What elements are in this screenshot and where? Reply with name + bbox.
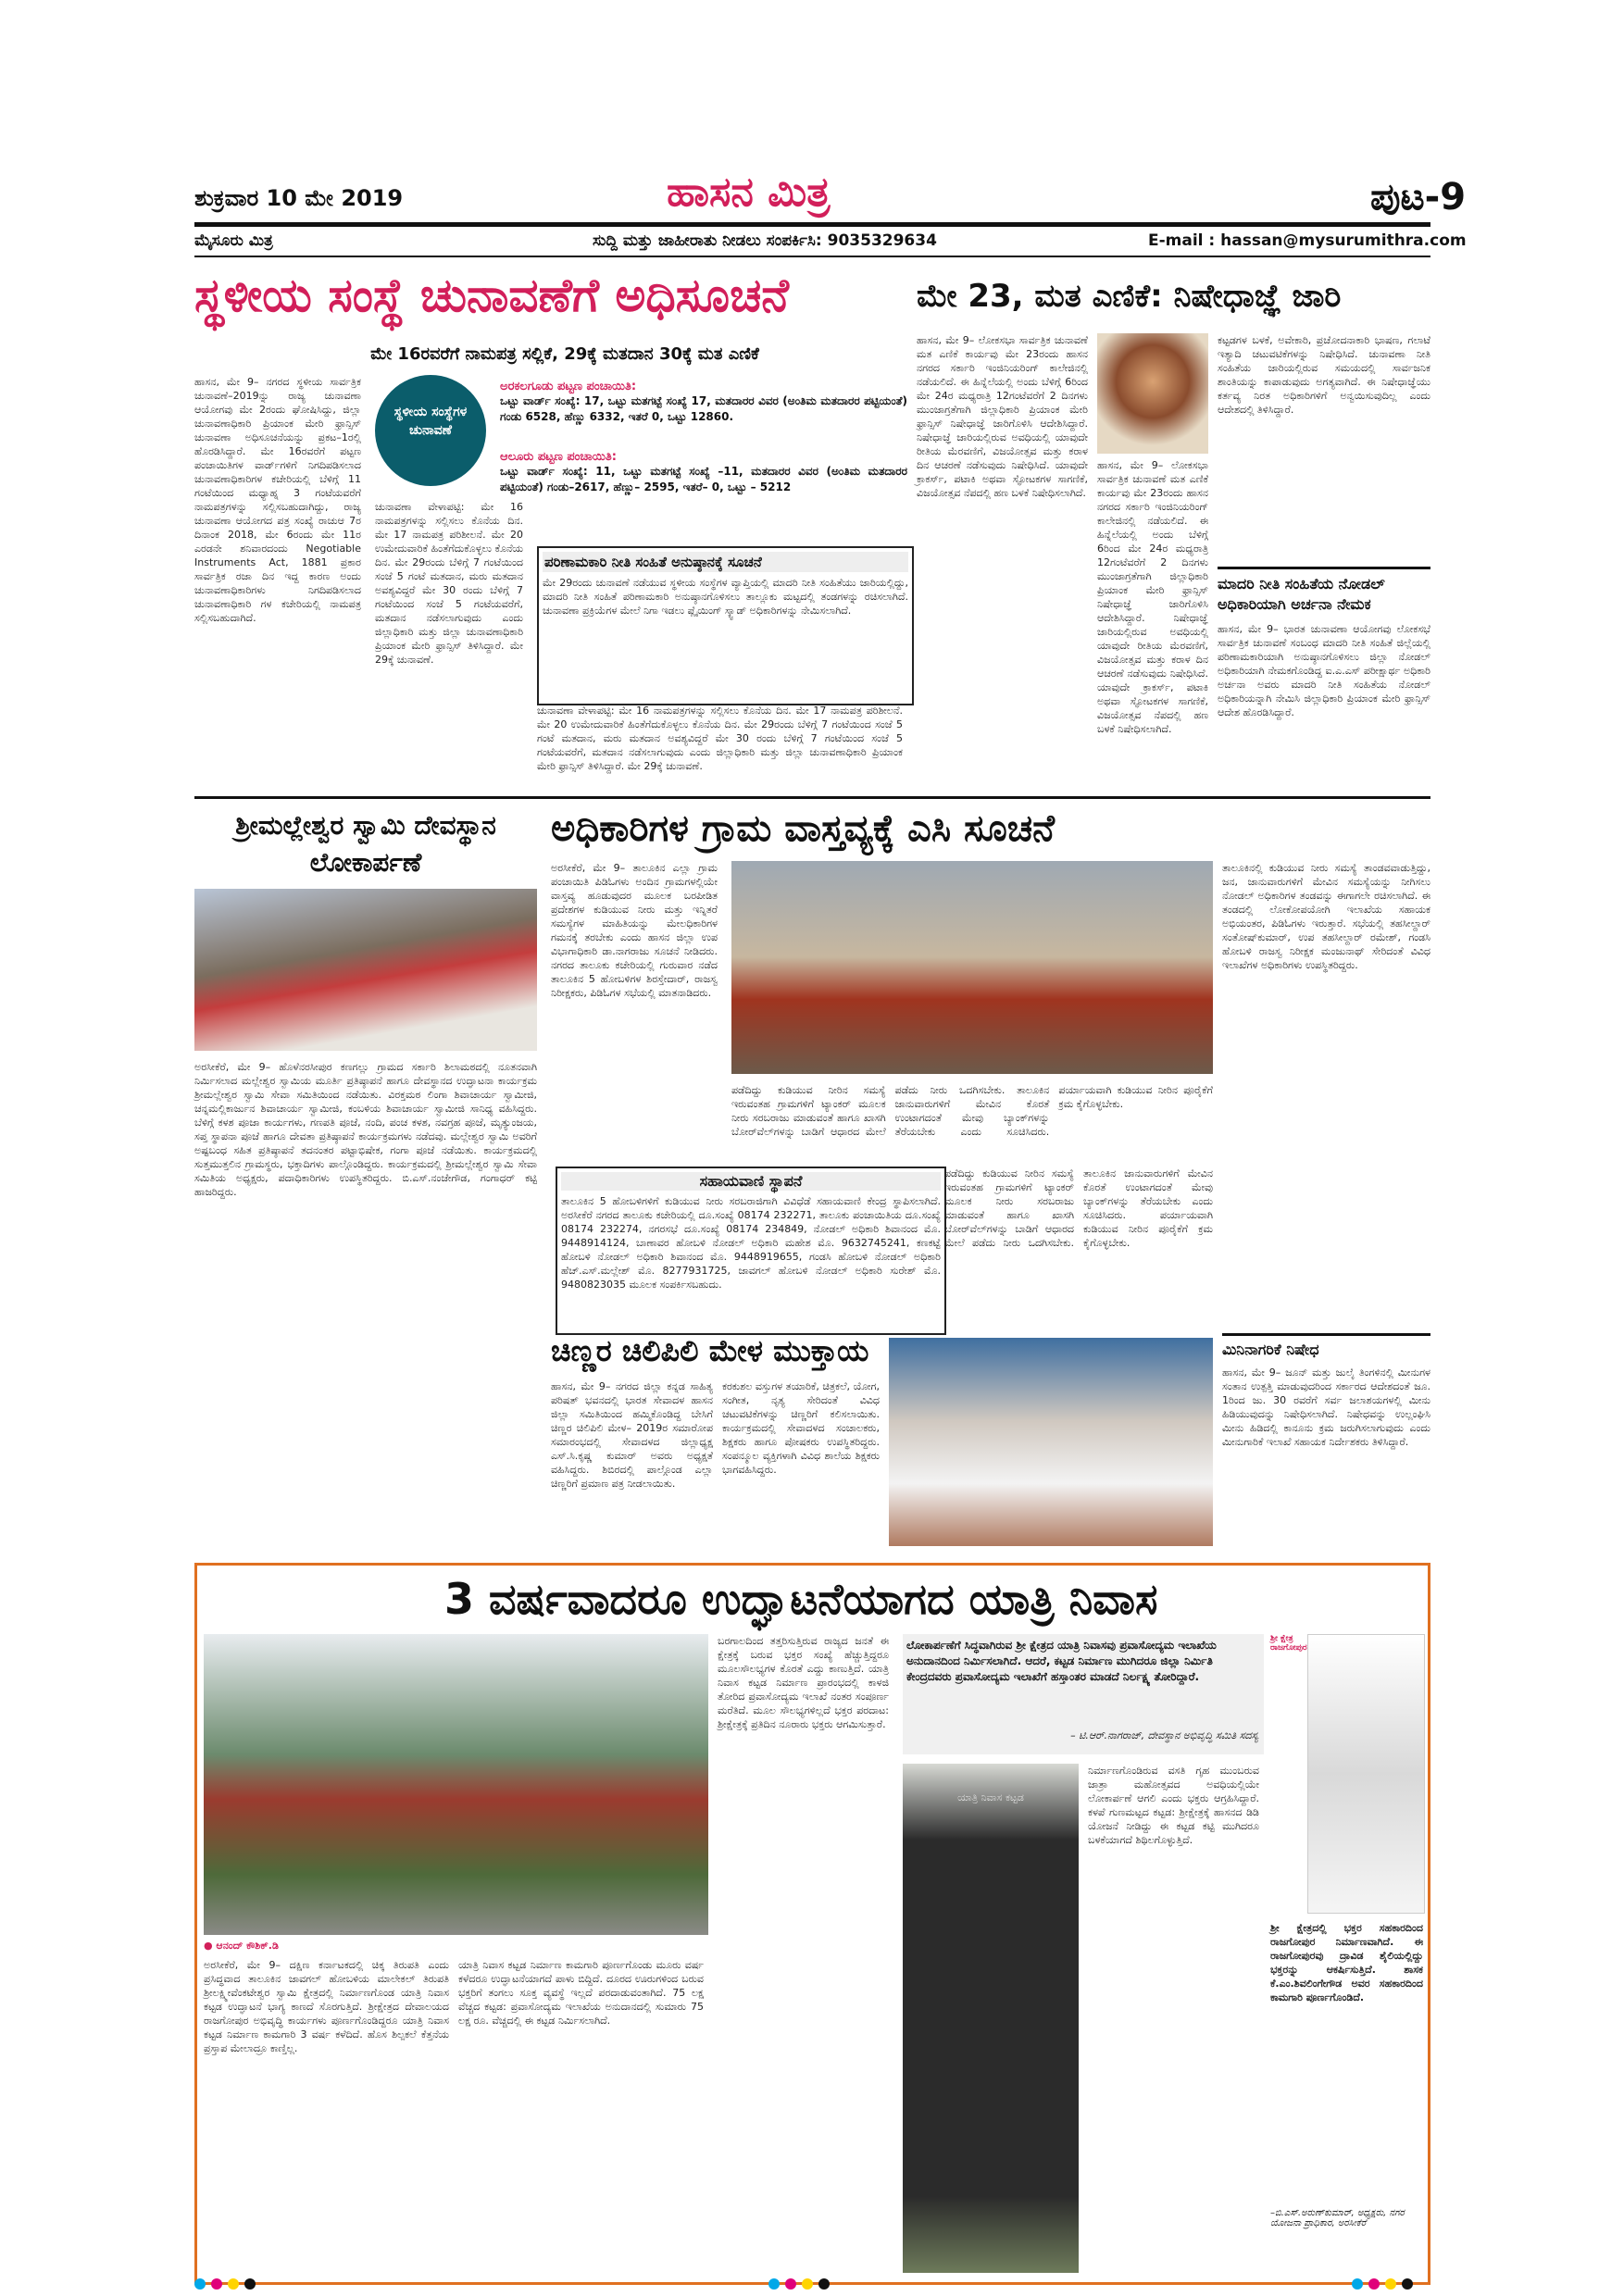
dot-cyan xyxy=(1352,2278,1363,2290)
yatri-body-2: ಯಾತ್ರಿ ನಿವಾಸ ಕಟ್ಟಡ ನಿರ್ಮಾಣ ಕಾಮಗಾರಿ ಪೂರ್ಣಗೊಂಡು ಮೂರು ವರ್ಷ ಕಳೆದರೂ ಉದ್ಘಾಟನೆಯಾಗದೆ ಪಾಳು ಬಿದ್ದಿದೆ. ದೂರದ ಊರುಗಳಿಂದ ಬರುವ ಭಕ್ತರಿಗೆ ತಂಗಲು ಸೂಕ್ತ ವ್ಯವಸ್ಥೆ ಇಲ್ಲದೆ ಪರದಾಡುವಂತಾಗಿದೆ. 75 ಲಕ್ಷ ವೆಚ್ಚದ ಕಟ್ಟಡ: ಪ್ರವಾಸೋದ್ಯಮ ಇಲಾಖೆಯ ಅನುದಾನದಲ್ಲಿ ಸುಮಾರು 75 ಲಕ್ಷ ರೂ. ವೆಚ್ಚದಲ್ಲಿ ಈ ಕಟ್ಟಡ ನಿರ್ಮಿಸಲಾಗಿದೆ. xyxy=(458,1959,704,2027)
temple-body: ಅರಸೀಕೆರೆ, ಮೇ 9– ಹೊಳೆನರಸೀಪುರ ಕಣಗಲ್ಲು ಗ್ರಾಮದ ಸರ್ಕಾರಿ ಶಿಲಾಮಠದಲ್ಲಿ ನೂತನವಾಗಿ ನಿರ್ಮಿಸಲಾದ ಮಲ್ಲೇಶ್ವರ ಸ್ವಾಮಿಯ ಮೂರ್ತಿ ಪ್ರತಿಷ್ಠಾಪನೆ ಹಾಗೂ ದೇವಸ್ಥಾನದ ಉದ್ಘಾಟನಾ ಕಾರ್ಯಕ್ರಮ ಶ್ರೀಮಲ್ಲೇಶ್ವರ ಸ್ವಾಮಿ ಸೇವಾ ಸಮಿತಿಯಿಂದ ನಡೆಯಿತು. ವಿರಕ್ತಮಠ ಲಿಂಗಾ ಶಿವಾಚಾರ್ಯ ಸ್ವಾಮೀಜಿ, ಚನ್ನಮಲ್ಲಿಕಾರ್ಜುನ ಶಿವಾಚಾರ್ಯ ಸ್ವಾಮೀಜಿ, ಕಂಬಳಿಯ ಶಿವಾಚಾರ್ಯ ಸ್ವಾಮೀಜಿ ಸಾನಿಧ್ಯ ವಹಿಸಿದ್ದರು. ಬೆಳಿಗ್ಗೆ ಕಳಶ ಪೂಜಾ ಕಾರ್ಯಗಳು, ಗಣಪತಿ ಪೂಜೆ, ನಂದಿ, ಪಂಚ ಕಳಶ, ನವಗ್ರಹ ಪೂಜೆ, ಮೃತ್ಯುಂಜಯ, ಸಪ್ತ ಸ್ಥಾಪನಾ ಪೂಜೆ ಹಾಗೂ ದೇವತಾ ಪ್ರತಿಷ್ಠಾಪನೆ ಕಾರ್ಯಕ್ರಮಗಳು ನಡೆದವು. ಮಲ್ಲೇಶ್ವರ ಸ್ವಾಮಿ ಅವರಿಗೆ ಅಷ್ಟಬಂಧ ಸಹಿತ ಪ್ರತಿಷ್ಠಾಪನೆ ತದನಂತರ ಪಟ್ಟಾಭಿಷೇಕ, ಗಂಗಾ ಪೂಜೆ ನಡೆಯಿತು. ಕಾರ್ಯಕ್ರಮದಲ್ಲಿ ಸುತ್ತಮುತ್ತಲಿನ ಗ್ರಾಮಸ್ಥರು, ಭಕ್ತಾದಿಗಳು ಪಾಲ್ಗೊಂಡಿದ್ದರು. ಕಾರ್ಯಕ್ರಮದಲ್ಲಿ ಶ್ರೀಮಲ್ಲೇಶ್ವರ ಸ್ವಾಮಿ ಸೇವಾ ಸಮಿತಿಯ ಅಧ್ಯಕ್ಷರು, ಪದಾಧಿಕಾರಿಗಳು ಉಪಸ್ಥಿತರಿದ್ದರು. ಬಿ.ಎಸ್.ನಂಜೇಗೌಡ, ಗಂಗಾಧರ್ ಕಟ್ಟಿ ಹಾಜರಿದ್ದರು. xyxy=(194,1061,537,1198)
color-dots-left xyxy=(194,2276,261,2293)
lead-body: ಹಾಸನ, ಮೇ 9– ನಗರದ ಸ್ಥಳೀಯ ಸಾರ್ವತ್ರಿಕ ಚುನಾವಣೆ–2019ನ್ನು ರಾಜ್ಯ ಚುನಾವಣಾ ಆಯೋಗವು ಮೇ 2ರಂದು ಘೋಷಿಸಿದ್ದು, ಜಿಲ್ಲಾ ಚುನಾವಣಾಧಿಕಾರಿ ಪ್ರಿಯಾಂಕ ಮೇರಿ ಫ್ರಾನ್ಸಿಸ್ ಚುನಾವಣಾ ಅಧಿಸೂಚನೆಯನ್ನು ಪ್ರಕಟ–1ರಲ್ಲಿ ಹೊರಡಿಸಿದ್ದಾರೆ. ಮೇ 16ರವರೆಗೆ ಪಟ್ಟಣ ಪಂಚಾಯಿತಿಗಳ ವಾರ್ಡ್‌ಗಳಿಗೆ ನಿಗದಿಪಡಿಸಲಾದ ಚುನಾವಣಾಧಿಕಾರಿಗಳ ಕಚೇರಿಯಲ್ಲಿ ಬೆಳಿಗ್ಗೆ 11 ಗಂಟೆಯಿಂದ ಮಧ್ಯಾಹ್ನ 3 ಗಂಟೆಯವರೆಗೆ ನಾಮಪತ್ರಗಳನ್ನು ಸಲ್ಲಿಸಬಹುದಾಗಿದ್ದು, ರಾಜ್ಯ ಚುನಾವಣಾ ಆಯೋಗದ ಪತ್ರ ಸಂಖ್ಯೆ ರಾಚುಆ 7ರ ದಿನಾಂಕ 2018, ಮೇ 6ರಂದು ಮೇ 11ರ ಎರಡನೇ ಶನಿವಾರದಂದು Negotiable Instruments Act, 1881 ಪ್ರಕಾರ ಸಾರ್ವತ್ರಿಕ ರಜಾ ದಿನ ಇದ್ದ ಕಾರಣ ಅಂದು ಚುನಾವಣಾಧಿಕಾರಿಗಳು ನಿಗದಿಪಡಿಸಲಾದ ಚುನಾವಣಾಧಿಕಾರಿ ಗಳ ಕಚೇರಿಯಲ್ಲಿ ನಾಮಪತ್ರ ಸಲ್ಲಿಸಬಹುದಾಗಿದೆ. xyxy=(194,376,361,624)
temple-headline: ಶ್ರೀಮಲ್ಲೇಶ್ವರ ಸ್ವಾಮಿ ದೇವಸ್ಥಾನ ಲೋಕಾರ್ಪಣೆ xyxy=(235,810,496,878)
contact-line: ಸುದ್ದಿ ಮತ್ತು ಜಾಹೀರಾತು ನೀಡಲು ಸಂಪರ್ಕಿಸಿ: 9035329634 xyxy=(593,231,937,250)
counting-headline: ಮೇ 23, ಮತ ಎಣಿಕೆ: ನಿಷೇಧಾಜ್ಞೆ ಜಾರಿ xyxy=(917,278,1342,315)
lead-schedule: ಚುನಾವಣಾ ವೇಳಾಪಟ್ಟಿ: ಮೇ 16 ನಾಮಪತ್ರಗಳನ್ನು ಸಲ್ಲಿಸಲು ಕೊನೆಯ ದಿನ. ಮೇ 17 ನಾಮಪತ್ರ ಪರಿಶೀಲನೆ. ಮೇ 20 ಉಮೇದುವಾರಿಕೆ ಹಿಂತೆಗೆದುಕೊಳ್ಳಲು ಕೊನೆಯ ದಿನ. ಮೇ 29ರಂದು ಬೆಳಿಗ್ಗೆ 7 ಗಂಟೆಯಿಂದ ಸಂಜೆ 5 ಗಂಟೆ ಮತದಾನ, ಮರು ಮತದಾನ ಅವಶ್ಯವಿದ್ದರೆ ಮೇ 30 ರಂದು ಬೆಳಿಗ್ಗೆ 7 ಗಂಟೆಯಿಂದ ಸಂಜೆ 5 ಗಂಟೆಯವರೆಗೆ, ಮತದಾನ ನಡೆಸಲಾಗುವುದು ಎಂದು ಜಿಲ್ಲಾಧಿಕಾರಿ ಮತ್ತು ಜಿಲ್ಲಾ ಚುನಾವಣಾಧಿಕಾರಿ ಪ್ರಿಯಾಂಕ ಮೇರಿ ಫ್ರಾನ್ಸಿಸ್ ತಿಳಿಸಿದ್ದಾರೆ. ಮೇ 29ಕ್ಕೆ ಚುನಾವಣೆ. xyxy=(375,501,523,666)
code-box-title: ಪರಿಣಾಮಕಾರಿ ನೀತಿ ಸಂಹಿತೆ ಅನುಷ್ಠಾನಕ್ಕೆ ಸೂಚನೆ xyxy=(543,552,908,572)
dot-yellow xyxy=(228,2278,239,2290)
lead-headline: ಸ್ಥಳೀಯ ಸಂಸ್ಥೆ ಚುನಾವಣೆಗೆ ಅಧಿಸೂಚನೆ xyxy=(194,268,790,322)
brand-label: ಮೈಸೂರು ಮಿತ್ರ xyxy=(194,231,273,250)
box1-text: ಒಟ್ಟು ವಾರ್ಡ್ ಸಂಖ್ಯೆ: 17, ಒಟ್ಟು ಮತಗಟ್ಟೆ ಸಂಖ್ಯೆ 17, ಮತದಾರರ ವಿವರ (ಅಂತಿಮ ಮತದಾರರ ಪಟ್ಟಿಯಂತೆ) ಗಂಡು 6528, ಹೆಣ್ಣು 6332, ಇತರೆ 0, ಒಟ್ಟು 12860. xyxy=(500,394,907,423)
temple-photo xyxy=(194,889,537,1051)
village-body-3: ತಾಲೂಕಿನಲ್ಲಿ ಕುಡಿಯುವ ನೀರು ಸಮಸ್ಯೆ ತಾಂಡವವಾಡುತ್ತಿದ್ದು, ಜನ, ಜಾನುವಾರುಗಳಿಗೆ ಮೇವಿನ ಸಮಸ್ಯೆಯನ್ನು ನೀಗಿಸಲು ನೋಡಲ್ ಅಧಿಕಾರಿಗಳ ತಂಡವನ್ನು ಈಗಾಗಲೇ ರಚಿಸಲಾಗಿದೆ. ಈ ತಂಡದಲ್ಲಿ ಲೋಕೋಪಯೋಗಿ ಇಲಾಖೆಯ ಸಹಾಯಕ ಅಭಿಯಂತರ, ಪಿಡಿಓಗಳು ಇರುತ್ತಾರೆ. ಸಭೆಯಲ್ಲಿ ತಹಸೀಲ್ದಾರ್ ಸಂತೋಷ್‌ಕುಮಾರ್, ಉಪ ತಹಸೀಲ್ದಾರ್ ರಮೇಶ್, ಗಂಡಸಿ ಹೋಬಳಿ ರಾಜಸ್ವ ನಿರೀಕ್ಷಕ ಮಂಜುನಾಥ್ ಸೇರಿದಂತೆ ವಿವಿಧ ಇಲಾಖೆಗಳ ಅಧಿಕಾರಿಗಳು ಉಪಸ್ಥಿತರಿದ್ದರು. xyxy=(1222,862,1430,971)
kids-photo xyxy=(889,1338,1213,1546)
village-body-2: ಪಡೆದಿದ್ದು ಕುಡಿಯುವ ನೀರಿನ ಸಮಸ್ಯೆ ಇರುವಂತಹ ಗ್ರಾಮಗಳಿಗೆ ಟ್ಯಾಂಕರ್ ಮೂಲಕ ನೀರು ಸರಬರಾಜು ಮಾಡುವಂತೆ ಹಾಗೂ ಖಾಸಗಿ ಬೋರ್‌ವೆಲ್‌ಗಳನ್ನು ಬಾಡಿಗೆ ಆಧಾರದ ಮೇಲೆ ಪಡೆದು ನೀರು ಒದಗಿಸಬೇಕು. ತಾಲೂಕಿನ ಜಾನುವಾರುಗಳಿಗೆ ಮೇವಿನ ಕೊರತೆ ಉಂಟಾಗದಂತೆ ಮೇವು ಬ್ಯಾಂಕ್‌ಗಳನ್ನು ತೆರೆಯಬೇಕು ಎಂದು ಸೂಚಿಸಿದರು. ಪರ್ಯಾಯವಾಗಿ ಕುಡಿಯುವ ನೀರಿನ ಪೂರೈಕೆಗೆ ಕ್ರಮ ಕೈಗೊಳ್ಳಬೇಕು. xyxy=(731,1084,1213,1138)
code-box-text: ಮೇ 29ರಂದು ಚುನಾವಣೆ ನಡೆಯುವ ಸ್ಥಳೀಯ ಸಂಸ್ಥೆಗಳ ವ್ಯಾಪ್ತಿಯಲ್ಲಿ ಮಾದರಿ ನೀತಿ ಸಂಹಿತೆಯು ಜಾರಿಯಲ್ಲಿದ್ದು, ಮಾದರಿ ನೀತಿ ಸಂಹಿತೆ ಪರಿಣಾಮಕಾರಿ ಅನುಷ್ಠಾನಗೊಳಿಸಲು ತಾಲ್ಲೂಕು ಮಟ್ಟದಲ್ಲಿ ತಂಡಗಳನ್ನು ರಚಿಸಲಾಗಿದೆ. ಚುನಾವಣಾ ಪ್ರಕ್ರಿಯೆಗಳ ಮೇಲೆ ನಿಗಾ ಇಡಲು ಪ್ಲೈಯಿಂಗ್ ಸ್ಕ್ವಾಡ್ ಅಧಿಕಾರಿಗಳನ್ನು ನೇಮಿಸಲಾಗಿದೆ. xyxy=(543,577,908,617)
village-headline: ಅಧಿಕಾರಿಗಳ ಗ್ರಾಮ ವಾಸ್ತವ್ಯಕ್ಕೆ ಎಸಿ ಸೂಚನೆ xyxy=(551,807,1055,850)
fishing-rule xyxy=(1222,1333,1430,1336)
dot-black xyxy=(818,2278,830,2290)
lead-subhead: ಮೇ 16ರವರೆಗೆ ನಾಮಪತ್ರ ಸಲ್ಲಿಕೆ, 29ಕ್ಕೆ ಮತದಾನ 30ಕ್ಕೆ ಮತ ಎಣಿಕೆ xyxy=(370,344,759,364)
quote-author: – ಟಿ.ಆರ್.ನಾಗರಾಜ್, ದೇವಸ್ಥಾನ ಅಭಿವೃದ್ಧಿ ಸಮಿತಿ ಸದಸ್ಯ xyxy=(1070,1729,1258,1741)
counting-body: ಹಾಸನ, ಮೇ 9– ಲೋಕಸಭಾ ಸಾರ್ವತ್ರಿಕ ಚುನಾವಣೆ ಮತ ಎಣಿಕೆ ಕಾರ್ಯವು ಮೇ 23ರಂದು ಹಾಸನ ನಗರದ ಸರ್ಕಾರಿ ಇಂಜಿನಿಯರಿಂಗ್ ಕಾಲೇಜಿನಲ್ಲಿ ನಡೆಯಲಿದೆ. ಈ ಹಿನ್ನೆಲೆಯಲ್ಲಿ ಅಂದು ಬೆಳಿಗ್ಗೆ 6ರಿಂದ ಮೇ 24ರ ಮಧ್ಯರಾತ್ರಿ 12ಗಂಟೆವರೆಗೆ 2 ದಿನಗಳು ಮುಂಜಾಗ್ರತೆಗಾಗಿ ಜಿಲ್ಲಾಧಿಕಾರಿ ಪ್ರಿಯಾಂಕ ಮೇರಿ ಫ್ರಾನ್ಸಿಸ್ ನಿಷೇಧಾಜ್ಞೆ ಜಾರಿಗೊಳಿಸಿ ಆದೇಶಿಸಿದ್ದಾರೆ. ನಿಷೇಧಾಜ್ಞೆ ಜಾರಿಯಲ್ಲಿರುವ ಅವಧಿಯಲ್ಲಿ ಯಾವುದೇ ರೀತಿಯ ಮೆರವಣಿಗೆ, ವಿಜಯೋತ್ಸವ ಮತ್ತು ಕರಾಳ ದಿನ ಆಚರಣೆ ನಡೆಸುವುದು ನಿಷೇಧಿಸಿದೆ. ಯಾವುದೇ ಕ್ರಾಕರ್ಸ್, ಪಟಾಕಿ ಅಥವಾ ಸ್ಫೋಟಕಗಳ ಸಾಗಣಿಕೆ, ವಿಜಯೋತ್ಸವ ನೆಪದಲ್ಲಿ ಹಣ ಬಳಕೆ ನಿಷೇಧಿಸಲಾಗಿದೆ. xyxy=(917,334,1088,499)
dot-magenta xyxy=(1368,2278,1380,2290)
kids-body: ಹಾಸನ, ಮೇ 9– ನಗರದ ಜಿಲ್ಲಾ ಕನ್ನಡ ಸಾಹಿತ್ಯ ಪರಿಷತ್ ಭವನದಲ್ಲಿ ಭಾರತ ಸೇವಾದಳ ಹಾಸನ ಜಿಲ್ಲಾ ಸಮಿತಿಯಿಂದ ಹಮ್ಮಿಕೊಂಡಿದ್ದ ಬೇಸಿಗೆ ಚಿಣ್ಣರ ಚಿಲಿಪಿಲಿ ಮೇಳ– 2019ರ ಸಮಾರೋಪ ಸಮಾರಂಭದಲ್ಲಿ ಸೇವಾದಳದ ಜಿಲ್ಲಾಧ್ಯಕ್ಷ ಎಸ್.ಸಿ.ಕೃಷ್ಣ ಕುಮಾರ್ ಅವರು ಅಧ್ಯಕ್ಷತೆ ವಹಿಸಿದ್ದರು. ಶಿಬಿರದಲ್ಲಿ ಪಾಲ್ಗೊಂಡ ಎಲ್ಲಾ ಚಿಣ್ಣರಿಗೆ ಪ್ರಮಾಣ ಪತ್ರ ನೀಡಲಾಯಿತು. xyxy=(551,1380,713,1490)
dot-cyan xyxy=(768,2278,780,2290)
color-dots-center xyxy=(768,2276,835,2293)
color-dots-right xyxy=(1352,2276,1418,2293)
ward-boxes xyxy=(500,380,907,542)
page-number: ಪುಟ-9 xyxy=(1370,176,1467,218)
box2-title: ಆಲೂರು ಪಟ್ಟಣ ಪಂಚಾಯಿತಿ: xyxy=(500,450,617,464)
section-rule xyxy=(194,796,1430,799)
fishing-body: ಹಾಸನ, ಮೇ 9– ಜೂನ್ ಮತ್ತು ಜುಲೈ ತಿಂಗಳಿನಲ್ಲಿ ಮೀನುಗಳ ಸಂತಾನ ಉತ್ಪತ್ತಿ ಮಾಡುವುದರಿಂದ ಸರ್ಕಾರದ ಆದೇಶದಂತೆ ಜೂ. 1ರಿಂದ ಜು. 30 ರವರೆಗೆ ಸರ್ವ ಜಲಾಶಯಗಳಲ್ಲಿ ಮೀನು ಹಿಡಿಯುವುದನ್ನು ನಿಷೇಧಿಸಲಾಗಿದೆ. ನಿಷೇಧವನ್ನು ಉಲ್ಲಂಘಿಸಿ ಮೀನು ಹಿಡಿದಲ್ಲಿ ಕಾನೂನು ಕ್ರಮ ಜರುಗಿಸಲಾಗುವುದು ಎಂದು ಮೀನುಗಾರಿಕೆ ಇಲಾಖೆ ಸಹಾಯಕ ನಿರ್ದೇಶಕರು ತಿಳಿಸಿದ್ದಾರೆ. xyxy=(1222,1366,1430,1448)
helpline-title: ಸಹಾಯವಾಣಿ ಸ್ಥಾಪನೆ xyxy=(561,1172,941,1191)
lead-continued: ಚುನಾವಣಾ ವೇಳಾಪಟ್ಟಿ: ಮೇ 16 ನಾಮಪತ್ರಗಳನ್ನು ಸಲ್ಲಿಸಲು ಕೊನೆಯ ದಿನ. ಮೇ 17 ನಾಮಪತ್ರ ಪರಿಶೀಲನೆ. ಮೇ 20 ಉಮೇದುವಾರಿಕೆ ಹಿಂತೆಗೆದುಕೊಳ್ಳಲು ಕೊನೆಯ ದಿನ. ಮೇ 29ರಂದು ಬೆಳಿಗ್ಗೆ 7 ಗಂಟೆಯಿಂದ ಸಂಜೆ 5 ಗಂಟೆ ಮತದಾನ, ಮರು ಮತದಾನ ಅವಶ್ಯವಿದ್ದರೆ ಮೇ 30 ರಂದು ಬೆಳಿಗ್ಗೆ 7 ಗಂಟೆಯಿಂದ ಸಂಜೆ 5 ಗಂಟೆಯವರೆಗೆ, ಮತದಾನ ನಡೆಸಲಾಗುವುದು ಎಂದು ಜಿಲ್ಲಾಧಿಕಾರಿ ಮತ್ತು ಜಿಲ್ಲಾ ಚುನಾವಣಾಧಿಕಾರಿ ಪ್ರಿಯಾಂಕ ಮೇರಿ ಫ್ರಾನ್ಸಿಸ್ ತಿಳಿಸಿದ್ದಾರೆ. ಮೇ 29ಕ್ಕೆ ಚುನಾವಣೆ. xyxy=(537,705,903,772)
collector-photo xyxy=(1097,333,1208,454)
yatri-building-photo xyxy=(204,1634,708,1935)
masthead-rule xyxy=(194,222,1430,227)
plaque-photo xyxy=(903,1764,1079,2273)
yatri-body: ಅರಸೀಕೆರೆ, ಮೇ 9– ದಕ್ಷಿಣ ಕರ್ನಾಟಕದಲ್ಲಿ ಚಿಕ್ಕ ತಿರುಪತಿ ಎಂದು ಪ್ರಸಿದ್ಧವಾದ ತಾಲೂಕಿನ ಜಾವಗಲ್ ಹೋಬಳಿಯ ಮಾಲೇಕಲ್ ತಿರುಪತಿ ಶ್ರೀಲಕ್ಷ್ಮೀವೆಂಕಟೇಶ್ವರ ಸ್ವಾಮಿ ಕ್ಷೇತ್ರದಲ್ಲಿ ನಿರ್ಮಾಣಗೊಂಡ ಯಾತ್ರಿ ನಿವಾಸ ಕಟ್ಟಡ ಉದ್ಘಾಟನೆ ಭಾಗ್ಯ ಕಾಣದೆ ಸೊರಗುತ್ತಿದೆ. ಶ್ರೀಕ್ಷೇತ್ರದ ದೇವಾಲಯದ ರಾಜಗೋಪುರ ಅಭಿವೃದ್ಧಿ ಕಾರ್ಯಗಳು ಪೂರ್ಣಗೊಂಡಿದ್ದರೂ ಯಾತ್ರಿ ನಿವಾಸ ಕಟ್ಟಡ ನಿರ್ಮಾಣ ಕಾಮಗಾರಿ 3 ವರ್ಷ ಕಳೆದಿದೆ. ಹೊಸ ಶಿಲ್ಪಕಲೆ ಕೆತ್ತನೆಯ ಪ್ರಸ್ತಾಪ ಮೇಲಾದ್ರೂ ಕಾಣ್ತಿಲ್ಲ. xyxy=(204,1959,449,2054)
kids-body-2: ಕರಕುಶಲ ವಸ್ತುಗಳ ತಯಾರಿಕೆ, ಚಿತ್ರಕಲೆ, ಯೋಗ, ಸಂಗೀತ, ನೃತ್ಯ ಸೇರಿದಂತೆ ವಿವಿಧ ಚಟುವಟಿಕೆಗಳನ್ನು ಚಿಣ್ಣರಿಗೆ ಕಲಿಸಲಾಯಿತು. ಕಾರ್ಯಕ್ರಮದಲ್ಲಿ ಸೇವಾದಳದ ಸಂಚಾಲಕರು, ಶಿಕ್ಷಕರು ಹಾಗೂ ಪೋಷಕರು ಉಪಸ್ಥಿತರಿದ್ದರು. ಸಂಪನ್ಮೂಲ ವ್ಯಕ್ತಿಗಳಾಗಿ ವಿವಿಧ ಶಾಲೆಯ ಶಿಕ್ಷಕರು ಭಾಗವಹಿಸಿದ್ದರು. xyxy=(722,1380,880,1476)
dot-yellow xyxy=(1385,2278,1396,2290)
kids-headline: ಚಿಣ್ಣರ ಚಿಲಿಪಿಲಿ ಮೇಳ ಮುಕ್ತಾಯ xyxy=(551,1333,869,1368)
counting-body-2: ಹಾಸನ, ಮೇ 9– ಲೋಕಸಭಾ ಸಾರ್ವತ್ರಿಕ ಚುನಾವಣೆ ಮತ ಎಣಿಕೆ ಕಾರ್ಯವು ಮೇ 23ರಂದು ಹಾಸನ ನಗರದ ಸರ್ಕಾರಿ ಇಂಜಿನಿಯರಿಂಗ್ ಕಾಲೇಜಿನಲ್ಲಿ ನಡೆಯಲಿದೆ. ಈ ಹಿನ್ನೆಲೆಯಲ್ಲಿ ಅಂದು ಬೆಳಿಗ್ಗೆ 6ರಿಂದ ಮೇ 24ರ ಮಧ್ಯರಾತ್ರಿ 12ಗಂಟೆವರೆಗೆ 2 ದಿನಗಳು ಮುಂಜಾಗ್ರತೆಗಾಗಿ ಜಿಲ್ಲಾಧಿಕಾರಿ ಪ್ರಿಯಾಂಕ ಮೇರಿ ಫ್ರಾನ್ಸಿಸ್ ನಿಷೇಧಾಜ್ಞೆ ಜಾರಿಗೊಳಿಸಿ ಆದೇಶಿಸಿದ್ದಾರೆ. ನಿಷೇಧಾಜ್ಞೆ ಜಾರಿಯಲ್ಲಿರುವ ಅವಧಿಯಲ್ಲಿ ಯಾವುದೇ ರೀತಿಯ ಮೆರವಣಿಗೆ, ವಿಜಯೋತ್ಸವ ಮತ್ತು ಕರಾಳ ದಿನ ಆಚರಣೆ ನಡೆಸುವುದು ನಿಷೇಧಿಸಿದೆ. ಯಾವುದೇ ಕ್ರಾಕರ್ಸ್, ಪಟಾಕಿ ಅಥವಾ ಸ್ಫೋಟಕಗಳ ಸಾಗಣಿಕೆ, ವಿಜಯೋತ್ಸವ ನೆಪದಲ್ಲಿ ಹಣ ಬಳಕೆ ನಿಷೇಧಿಸಲಾಗಿದೆ. xyxy=(1097,459,1208,735)
yatri-body-4: ನಿರ್ಮಾಣಗೊಂಡಿರುವ ವಸತಿ ಗೃಹ ಮುಂಬರುವ ಜಾತ್ರಾ ಮಹೋತ್ಸವದ ಅವಧಿಯಲ್ಲಿಯೇ ಲೋಕಾರ್ಪಣೆ ಆಗಲಿ ಎಂದು ಭಕ್ತರು ಆಗ್ರಹಿಸಿದ್ದಾರೆ. ಕಳಪೆ ಗುಣಮಟ್ಟದ ಕಟ್ಟಡ: ಶ್ರೀಕ್ಷೇತ್ರಕ್ಕೆ ಹಾಸನದ ಡಿಡಿ ಯೋಜನೆ ನೀಡಿದ್ದು ಈ ಕಟ್ಟಡ ಕಟ್ಟಿ ಮುಗಿದರೂ ಬಳಕೆಯಾಗದೆ ಶಿಥಿಲಗೊಳ್ಳುತ್ತಿದೆ. xyxy=(1088,1765,1259,1846)
email-line: E-mail : hassan@mysurumithra.com xyxy=(1148,231,1467,250)
helpline-box xyxy=(556,1167,946,1335)
box1-title: ಅರಕಲಗೂಡು ಪಟ್ಟಣ ಪಂಚಾಯಿತಿ: xyxy=(500,380,637,393)
officer-headline: ಮಾದರಿ ನೀತಿ ಸಂಹಿತೆಯ ನೋಡಲ್ ಅಧಿಕಾರಿಯಾಗಿ ಅರ್ಚನಾ ನೇಮಕ xyxy=(1218,575,1385,613)
helpline-text: ತಾಲೂಕಿನ 5 ಹೋಬಳಿಗಳಿಗೆ ಕುಡಿಯುವ ನೀರು ಸರಬರಾಜಿಗಾಗಿ ವಿವಿಧೆಡೆ ಸಹಾಯವಾಣಿ ಕೇಂದ್ರ ಸ್ಥಾಪಿಸಲಾಗಿದೆ. ಅರಸೀಕೆರೆ ನಗರದ ತಾಲೂಕು ಕಚೇರಿಯಲ್ಲಿ ದೂ.ಸಂಖ್ಯೆ 08174 232271, ತಾಲೂಕು ಪಂಚಾಯಿತಿಯ ದೂ.ಸಂಖ್ಯೆ 08174 232274, ನಗರಸಭೆ ದೂ.ಸಂಖ್ಯೆ 08174 234849, ನೋಡಲ್ ಅಧಿಕಾರಿ ಶಿವಾನಂದ ಮೊ. 9448914124, ಬಾಣಾವರ ಹೋಬಳಿ ನೋಡಲ್ ಅಧಿಕಾರಿ ಮಹೇಶ ಮೊ. 9632745241, ಕಣಕಟ್ಟೆ ಹೋಬಳಿ ನೋಡಲ್ ಅಧಿಕಾರಿ ಶಿವಾನಂದ ಮೊ. 9448919655, ಗಂಡಸಿ ಹೋಬಳಿ ನೋಡಲ್ ಅಧಿಕಾರಿ ಹೆಚ್.ಎಸ್.ಮಲ್ಲೇಶ್ ಮೊ. 8277931725, ಜಾವಗಲ್ ಹೋಬಳಿ ನೋಡಲ್ ಅಧಿಕಾರಿ ಸುರೇಶ್ ಮೊ. 9480823035 ಮೂಲಕ ಸಂಪರ್ಕಿಸಬಹುದು. xyxy=(561,1195,941,1291)
yatri-body-3: ಬರಗಾಲದಿಂದ ತತ್ತರಿಸುತ್ತಿರುವ ರಾಜ್ಯದ ಜನತೆ ಈ ಕ್ಷೇತ್ರಕ್ಕೆ ಬರುವ ಭಕ್ತರ ಸಂಖ್ಯೆ ಹೆಚ್ಚುತ್ತಿದ್ದರೂ ಮೂಲಸೌಲಭ್ಯಗಳ ಕೊರತೆ ಎದ್ದು ಕಾಣುತ್ತಿದೆ. ಯಾತ್ರಿ ನಿವಾಸ ಕಟ್ಟಡ ನಿರ್ಮಾಣ ಪ್ರಾರಂಭದಲ್ಲಿ ಕಾಳಜಿ ತೋರಿದ ಪ್ರವಾಸೋದ್ಯಮ ಇಲಾಖೆ ನಂತರ ಸಂಪೂರ್ಣ ಮರೆತಿದೆ. ಮೂಲ ಸೌಲಭ್ಯಗಳಿಲ್ಲದೆ ಭಕ್ತರ ಪರದಾಟ: ಶ್ರೀಕ್ಷೇತ್ರಕ್ಕೆ ಪ್ರತಿದಿನ ನೂರಾರು ಭಕ್ತರು ಆಗಮಿಸುತ್ತಾರೆ. xyxy=(718,1635,889,1730)
village-body: ಅರಸೀಕೆರೆ, ಮೇ 9– ತಾಲೂಕಿನ ಎಲ್ಲಾ ಗ್ರಾಮ ಪಂಚಾಯಿತಿ ಪಿಡಿಓಗಳು ಅಂದಿನ ಗ್ರಾಮಗಳಲ್ಲಿಯೇ ವಾಸ್ತವ್ಯ ಹೂಡುವುದರ ಮೂಲಕ ಬರಪೀಡಿತ ಪ್ರದೇಶಗಳ ಕುಡಿಯುವ ನೀರು ಮತ್ತು ಇನ್ನಿತರೆ ಸಮಸ್ಯೆಗಳ ಮಾಹಿತಿಯನ್ನು ಮೇಲಧಿಕಾರಿಗಳ ಗಮನಕ್ಕೆ ತರಬೇಕು ಎಂದು ಹಾಸನ ಜಿಲ್ಲಾ ಉಪ ವಿಭಾಗಾಧಿಕಾರಿ ಡಾ.ನಾಗರಾಜು ಸೂಚನೆ ನೀಡಿದರು. ನಗರದ ತಾಲೂಕು ಕಚೇರಿಯಲ್ಲಿ ಗುರುವಾರ ನಡೆದ ತಾಲೂಕಿನ 5 ಹೋಬಳಿಗಳ ಶಿರಸ್ತೇದಾರ್, ರಾಜಸ್ವ ನಿರೀಕ್ಷಕರು, ಪಿಡಿಓಗಳ ಸಭೆಯಲ್ಲಿ ಮಾತನಾಡಿದರು. xyxy=(551,862,718,999)
fishing-headline: ಮಿನಿನಾಗರಿಕೆ ನಿಷೇಧ xyxy=(1222,1341,1319,1358)
dot-magenta xyxy=(211,2278,222,2290)
code-of-conduct-box xyxy=(537,546,914,705)
election-logo xyxy=(375,375,486,486)
dot-black xyxy=(244,2278,256,2290)
temple-caption: ಶ್ರೀ ಕ್ಷೇತ್ರದಲ್ಲಿ ಭಕ್ತರ ಸಹಕಾರದಿಂದ ರಾಜಗೋಪುರ ನಿರ್ಮಾಣವಾಗಿದೆ. ಈ ರಾಜಗೋಪುರವು ದ್ರಾವಿಡ ಶೈಲಿಯಲ್ಲಿದ್ದು ಭಕ್ತರನ್ನು ಆಕರ್ಷಿಸುತ್ತಿದೆ. ಶಾಸಕ ಕೆ.ಎಂ.ಶಿವಲಿಂಗೇಗೌಡ ಅವರ ಸಹಕಾರದಿಂದ ಕಾಮಗಾರಿ ಪೂರ್ಣಗೊಂಡಿದೆ. xyxy=(1270,1922,1423,2003)
village-body-4: ಪಡೆದಿದ್ದು ಕುಡಿಯುವ ನೀರಿನ ಸಮಸ್ಯೆ ಇರುವಂತಹ ಗ್ರಾಮಗಳಿಗೆ ಟ್ಯಾಂಕರ್ ಮೂಲಕ ನೀರು ಸರಬರಾಜು ಮಾಡುವಂತೆ ಹಾಗೂ ಖಾಸಗಿ ಬೋರ್‌ವೆಲ್‌ಗಳನ್ನು ಬಾಡಿಗೆ ಆಧಾರದ ಮೇಲೆ ಪಡೆದು ನೀರು ಒದಗಿಸಬೇಕು. ತಾಲೂಕಿನ ಜಾನುವಾರುಗಳಿಗೆ ಮೇವಿನ ಕೊರತೆ ಉಂಟಾಗದಂತೆ ಮೇವು ಬ್ಯಾಂಕ್‌ಗಳನ್ನು ತೆರೆಯಬೇಕು ಎಂದು ಸೂಚಿಸಿದರು. ಪರ್ಯಾಯವಾಗಿ ಕುಡಿಯುವ ನೀರಿನ ಪೂರೈಕೆಗೆ ಕ್ರಮ ಕೈಗೊಳ್ಳಬೇಕು. xyxy=(944,1167,1213,1249)
box2-text: ಒಟ್ಟು ವಾರ್ಡ್ ಸಂಖ್ಯೆ: 11, ಒಟ್ಟು ಮತಗಟ್ಟೆ ಸಂಖ್ಯೆ –11, ಮತದಾರರ ವಿವರ (ಅಂತಿಮ ಮತದಾರರ ಪಟ್ಟಿಯಂತೆ) ಗಂಡು–2617, ಹೆಣ್ಣು– 2595, ಇತರೆ– 0, ಒಟ್ಟು – 5212 xyxy=(500,465,907,493)
newspaper-title: ಹಾಸನ ಮಿತ್ರ xyxy=(667,168,831,216)
dot-magenta xyxy=(785,2278,796,2290)
quote-text: ಲೋಕಾರ್ಪಣೆಗೆ ಸಿದ್ಧವಾಗಿರುವ ಶ್ರೀ ಕ್ಷೇತ್ರದ ಯಾತ್ರಿ ನಿವಾಸವು ಪ್ರವಾಸೋದ್ಯಮ ಇಲಾಖೆಯ ಅನುದಾನದಿಂದ ನಿರ್ಮಿಸಲಾಗಿದೆ. ಆದರೆ, ಕಟ್ಟಡ ನಿರ್ಮಾಣ ಮುಗಿದರೂ ಜಿಲ್ಲಾ ನಿರ್ಮಿತಿ ಕೇಂದ್ರದವರು ಪ್ರವಾಸೋದ್ಯಮ ಇಲಾಖೆಗೆ ಹಸ್ತಾಂತರ ಮಾಡದೆ ನಿರ್ಲಕ್ಷ್ಯ ತೋರಿದ್ದಾರೆ. xyxy=(906,1639,1217,1683)
plaque-text: ಯಾತ್ರಿ ನಿವಾಸ ಕಟ್ಟಡ xyxy=(957,1791,1024,1803)
dot-black xyxy=(1402,2278,1413,2290)
dot-cyan xyxy=(194,2278,206,2290)
election-logo-text: ಸ್ಥಳೀಯ ಸಂಸ್ಥೆಗಳ ಚುನಾವಣೆ xyxy=(394,405,468,438)
temple-label: ಶ್ರೀ ಕ್ಷೇತ್ರ ರಾಜಗೋಪುರ xyxy=(1270,1634,1307,1653)
meeting-photo xyxy=(731,861,1213,1074)
temple-tower-photo xyxy=(1307,1634,1425,1914)
officer-rule xyxy=(1218,567,1430,569)
quote-box xyxy=(903,1634,1264,1754)
issue-date: ಶುಕ್ರವಾರ 10 ಮೇ 2019 xyxy=(194,185,404,211)
officer-body: ಹಾಸನ, ಮೇ 9– ಭಾರತ ಚುನಾವಣಾ ಆಯೋಗವು ಲೋಕಸಭೆ ಸಾರ್ವತ್ರಿಕ ಚುನಾವಣೆ ಸಂಬಂಧ ಮಾದರಿ ನೀತಿ ಸಂಹಿತೆ ಜಿಲ್ಲೆಯಲ್ಲಿ ಪರಿಣಾಮಕಾರಿಯಾಗಿ ಅನುಷ್ಠಾನಗೊಳಿಸಲು ಜಿಲ್ಲಾ ನೋಡಲ್ ಅಧಿಕಾರಿಯಾಗಿ ನೇಮಕಗೊಂಡಿದ್ದ ಐ.ಎ.ಎಸ್ ಪರೀಕ್ಷಾರ್ಥ ಅಧಿಕಾರಿ ಅರ್ಚನಾ ಅವರು ಮಾದರಿ ನೀತಿ ಸಂಹಿತೆಯ ನೋಡಲ್ ಅಧಿಕಾರಿಯನ್ನಾಗಿ ನೇಮಿಸಿ ಜಿಲ್ಲಾಧಿಕಾರಿ ಪ್ರಿಯಾಂಕ ಮೇರಿ ಫ್ರಾನ್ಸಿಸ್ ಆದೇಶ ಹೊರಡಿಸಿದ್ದಾರೆ. xyxy=(1218,623,1430,718)
yatri-headline: 3 ವರ್ಷವಾದರೂ ಉದ್ಘಾಟನೆಯಾಗದ ಯಾತ್ರಿ ನಿವಾಸ xyxy=(444,1574,1158,1624)
counting-body-3: ಕಟ್ಟಡಗಳ ಬಳಕೆ, ಅವೇಕಾರಿ, ಪ್ರಚೋದನಾಕಾರಿ ಭಾಷಣ, ಗಲಾಟೆ ಇತ್ಯಾದಿ ಚಟುವಟಿಕೆಗಳನ್ನು ನಿಷೇಧಿಸಿದೆ. ಚುನಾವಣಾ ನೀತಿ ಸಂಹಿತೆಯ ಜಾರಿಯಲ್ಲಿರುವ ಸಮಯದಲ್ಲಿ ಸಾರ್ವಜನಿಕ ಶಾಂತಿಯನ್ನು ಕಾಪಾಡುವುದು ಅಗತ್ಯವಾಗಿದೆ. ಈ ನಿಷೇಧಾಜ್ಞೆಯು ಕರ್ತವ್ಯ ನಿರತ ಅಧಿಕಾರಿಗಳಿಗೆ ಅನ್ವಯಿಸುವುದಿಲ್ಲ ಎಂದು ಆದೇಶದಲ್ಲಿ ತಿಳಿಸಿದ್ದಾರೆ. xyxy=(1218,334,1430,416)
dot-yellow xyxy=(802,2278,813,2290)
photo-credit: ● ಆನಂದ್ ಕೌಶಿಕ್.ಡಿ xyxy=(204,1940,279,1952)
temple-caption-author: –ಬಿ.ಎಸ್.ಅರುಣ್‌ಕುಮಾರ್, ಅಧ್ಯಕ್ಷರು, ನಗರ ಯೋಜನಾ ಪ್ರಾಧಿಕಾರ, ಅರಸೀಕೆರೆ xyxy=(1270,2208,1405,2228)
masthead-rule-thin xyxy=(194,256,1430,257)
